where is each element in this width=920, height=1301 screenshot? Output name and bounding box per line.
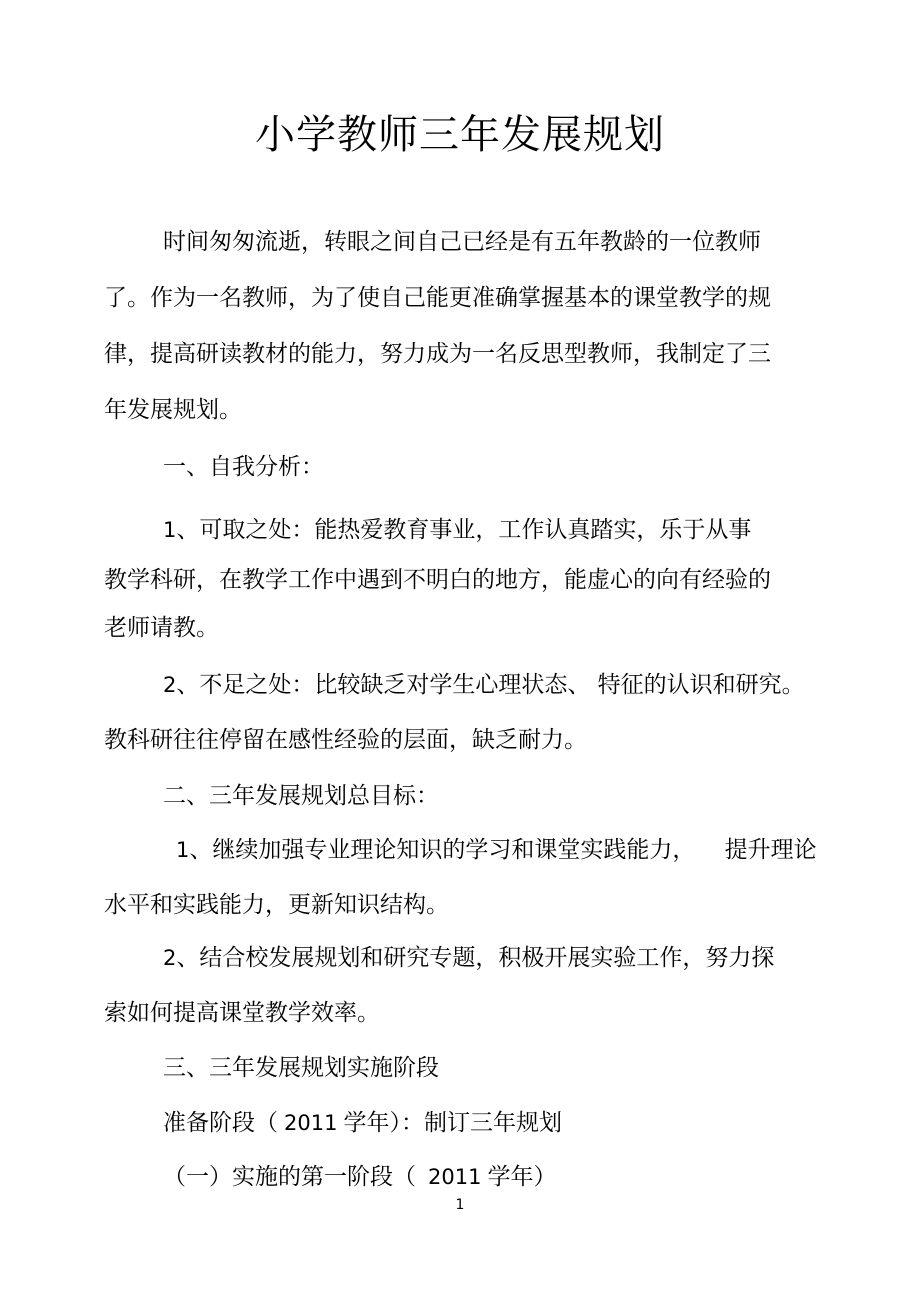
item-number: 2 — [163, 673, 177, 697]
section-1-item-2-line-2: 教科研往往停留在感性经验的层面，缺乏耐力。 — [104, 727, 587, 753]
intro-line-1: 时间匆匆流逝，转眼之间自己已经是有五年教龄的一位教师 — [163, 229, 761, 255]
section-1-item-1-line-1 — [163, 515, 751, 545]
year-number: 2011 — [428, 1165, 482, 1189]
section-2-heading: 二、三年发展规划总目标： — [163, 783, 439, 809]
section-2-item-2-line-1 — [163, 943, 774, 973]
year-number: 2011 — [284, 1111, 338, 1135]
section-2-item-1-line-2: 水平和实践能力，更新知识结构。 — [104, 892, 449, 918]
section-2-item-2-line-2: 索如何提高课堂教学效率。 — [104, 1000, 380, 1026]
item-text: 、不足之处：比较缺乏对学生心理状态、 特征的认识和研究。 — [176, 672, 805, 698]
intro-line-2: 了。作为一名教师，为了使自己能更准确掌握基本的课堂教学的规 — [104, 285, 771, 311]
item-text: 、结合校发展规划和研究专题，积极开展实验工作，努力探 — [176, 945, 775, 971]
item-number: 1 — [176, 838, 190, 862]
intro-line-4: 年发展规划。 — [104, 397, 242, 423]
stage-1-line: （一）实施的第一阶段（ 2011 学年） — [163, 1164, 557, 1190]
section-1-item-2-line-1 — [163, 670, 805, 700]
section-1-item-1-line-2: 教学科研，在教学工作中遇到不明白的地方，能虚心的向有经验的 — [104, 567, 771, 593]
page-number: 1 — [455, 1197, 465, 1213]
section-1-item-1-line-3: 老师请教。 — [104, 615, 219, 641]
section-3-heading: 三、三年发展规划实施阶段 — [163, 1055, 439, 1081]
document-title: 小学教师三年发展规划 — [255, 112, 665, 158]
section-1-heading: 一、自我分析： — [163, 454, 324, 480]
prep-stage-line: 准备阶段（ 2011 学年）：制订三年规划 — [163, 1110, 562, 1136]
intro-line-3: 律，提高研读教材的能力，努力成为一名反思型教师，我制定了三 — [104, 341, 771, 367]
item-number: 1 — [163, 518, 177, 542]
section-2-item-1-line-1 — [176, 835, 817, 865]
item-number: 2 — [163, 946, 177, 970]
item-text: 、继续加强专业理论知识的学习和课堂实践能力， 提升理论 — [189, 837, 817, 863]
item-text: 、可取之处：能热爱教育事业，工作认真踏实，乐于从事 — [176, 517, 752, 543]
